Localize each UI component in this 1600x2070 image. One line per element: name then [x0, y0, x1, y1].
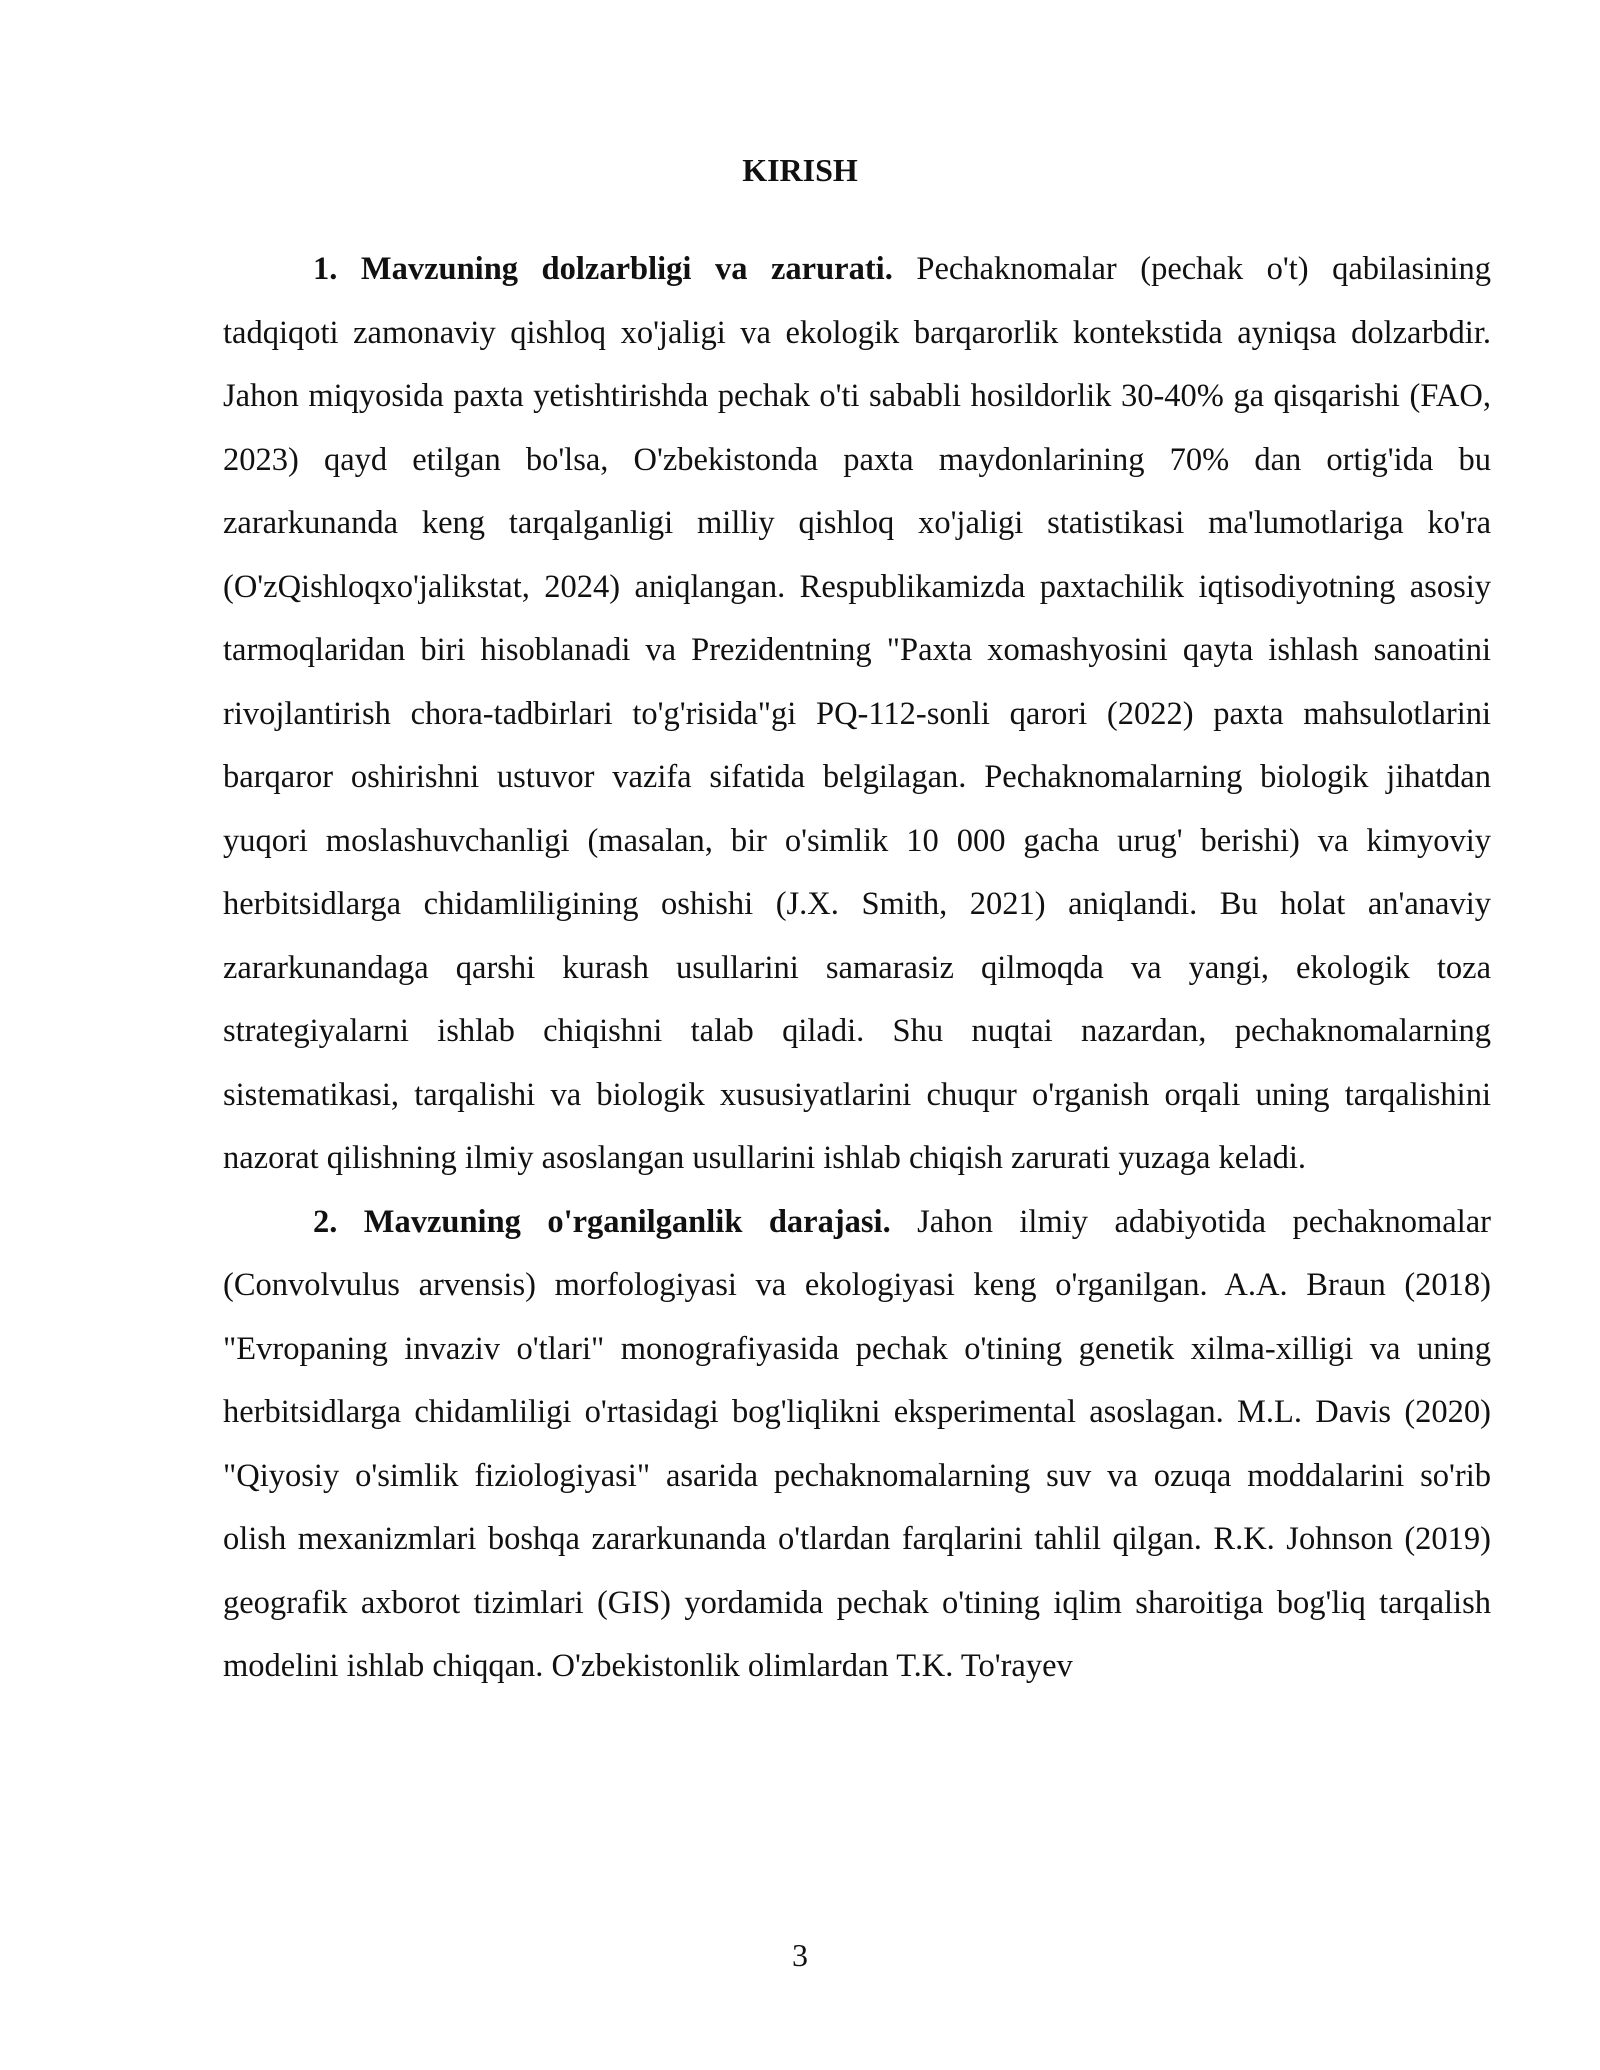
paragraph-lead: 1. Mavzuning dolzarbligi va zarurati.	[313, 251, 893, 287]
paragraph-body: Jahon ilmiy adabiyotida pechaknomalar (Convolvulus arvensis) morfologiyasi va ekologiyasi keng o'rganilgan. A.A. Braun (2018) "Evropaning invaziv o'tlari" monografiyasida pechak o'tining genetik xilma-xilligi va uning herbitsidlarga chidamliligi o'rtasidagi bog'liqlikni eksperimental asoslagan. M.L. Davis (2020) "Qiyosiy o'simlik fiziologiyasi" asarida pechaknomalarning suv va ozuqa moddalarini so'rib olish mexanizmlari boshqa zararkunanda o'tlardan farqlarini tahlil qilgan. R.K. Johnson (2019) geografik axborot tizimlari (GIS) yordamida pechak o'tining iqlim sharoitiga bog'liq tarqalish modelini ishlab chiqqan. O'zbekistonlik olimlardan T.K. To'rayev	[223, 1203, 1492, 1684]
section-heading: KIRISH	[742, 152, 858, 188]
paragraph-study-level	[223, 1191, 1491, 1699]
paragraph-relevance	[223, 238, 1491, 1191]
body-text	[223, 238, 1491, 1699]
page-number: 3	[792, 1937, 808, 1973]
paragraph-lead: 2. Mavzuning o'rganilganlik darajasi.	[313, 1203, 891, 1240]
paragraph-body: Pechaknomalar (pechak o't) qabilasining tadqiqoti zamonaviy qishloq xo'jaligi va ekologik barqarorlik kontekstida ayniqsa dolzarbdir. Jahon miqyosida paxta yetishtirishda pechak o'ti sababli hosildorlik 30-40% ga qisqarishi (FAO, 2023) qayd etilgan bo'lsa, O'zbekistonda paxta maydonlarining 70% dan ortig'ida bu zararkunanda keng tarqalganligi milliy qishloq xo'jaligi statistikasi ma'lumotlariga ko'ra (O'zQishloqxo'jalikstat, 2024) aniqlangan. Respublikamizda paxtachilik iqtisodiyotning asosiy tarmoqlaridan biri hisoblanadi va Prezidentning "Paxta xomashyosini qayta ishlash sanoatini rivojlantirish chora-tadbirlari to'g'risida"gi PQ-112-sonli qarori (2022) paxta mahsulotlarini barqaror oshirishni ustuvor vazifa sifatida belgilagan. Pechaknomalarning biologik jihatdan yuqori moslashuvchanligi (masalan, bir o'simlik 10 000 gacha urug' berishi) va kimyoviy herbitsidlarga chidamliligining oshishi (J.X. Smith, 2021) aniqlandi. Bu holat an'anaviy zararkunandaga qarshi kurash usullarini samarasiz qilmoqda va yangi, ekologik toza strategiyalarni ishlab chiqishni talab qiladi. Shu nuqtai nazardan, pechaknomalarning sistematikasi, tarqalishi va biologik xususiyatlarini chuqur o'rganish orqali uning tarqalishini nazorat qilishning ilmiy asoslangan usullarini ishlab chiqish zarurati yuzaga keladi.	[223, 251, 1491, 1176]
